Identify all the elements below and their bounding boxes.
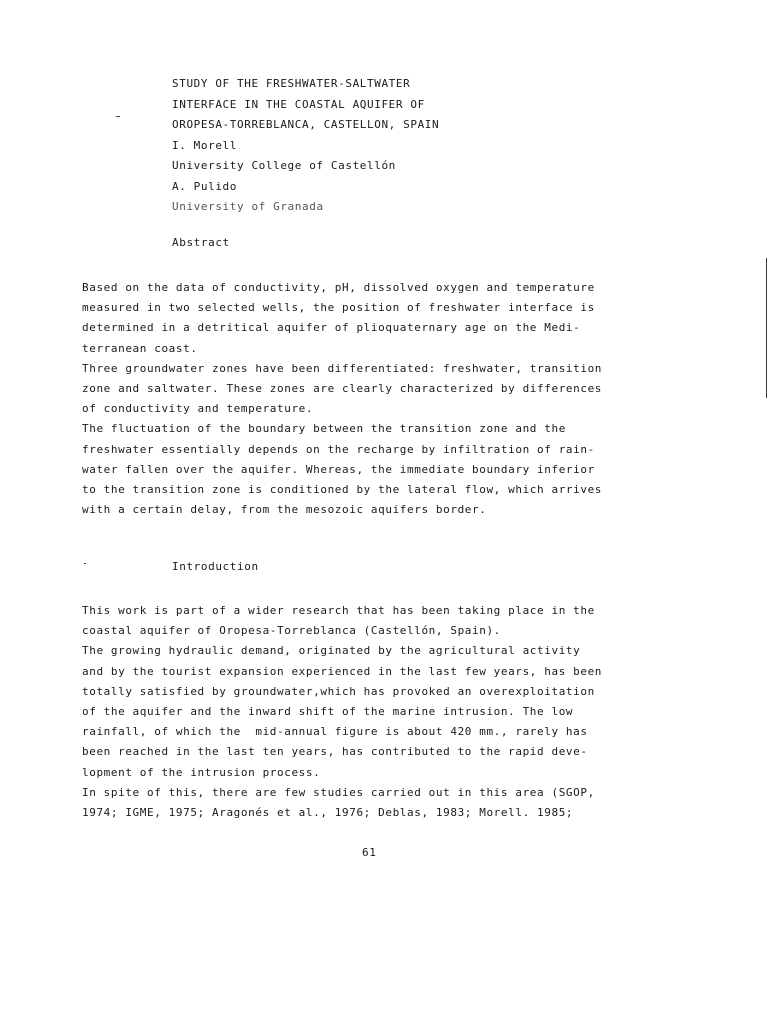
abstract-line: determined in a detritical aquifer of plioquaternary age on the Medi-: [82, 321, 581, 335]
abstract-line: measured in two selected wells, the position of freshwater interface is: [82, 301, 595, 315]
introduction-body: [82, 601, 682, 823]
introduction-line: In spite of this, there are few studies carried out in this area (SGOP,: [82, 785, 595, 799]
abstract-line: with a certain delay, from the mesozoic aquifers border.: [82, 503, 487, 517]
scan-edge-mark: [766, 258, 767, 398]
abstract-line: Three groundwater zones have been differentiated: freshwater, transition: [82, 361, 603, 375]
abstract-heading: Abstract: [172, 236, 230, 249]
title-block: [172, 74, 439, 218]
abstract-line: of conductivity and temperature.: [82, 402, 314, 416]
abstract-line: terranean coast.: [82, 341, 198, 355]
introduction-line: totally satisfied by groundwater,which has provoked an overexploitation: [82, 684, 595, 698]
introduction-line: been reached in the last ten years, has contributed to the rapid deve-: [82, 745, 588, 759]
introduction-line: and by the tourist expansion experienced in the last few years, has been: [82, 664, 603, 678]
introduction-line: The growing hydraulic demand, originated by the agricultural activity: [82, 644, 581, 658]
title-line: INTERFACE IN THE COASTAL AQUIFER OF: [172, 97, 425, 111]
introduction-line: coastal aquifer of Oropesa-Torreblanca (Castellón, Spain).: [82, 624, 501, 638]
author-affiliation: University of Granada: [172, 200, 324, 213]
page-number: 61: [362, 846, 377, 859]
introduction-line: of the aquifer and the inward shift of the marine intrusion. The low: [82, 704, 574, 718]
abstract-line: zone and saltwater. These zones are clearly characterized by differences: [82, 381, 603, 395]
margin-mark: [116, 116, 120, 117]
abstract-line: Based on the data of conductivity, pH, dissolved oxygen and temperature: [82, 281, 595, 294]
introduction-line: This work is part of a wider research that has been taking place in the: [82, 604, 595, 617]
abstract-line: freshwater essentially depends on the recharge by infiltration of rain-: [82, 442, 595, 456]
abstract-line: The fluctuation of the boundary between the transition zone and the: [82, 422, 566, 436]
abstract-line: to the transition zone is conditioned by the lateral flow, which arrives: [82, 482, 603, 496]
abstract-body: [82, 278, 682, 520]
introduction-line: 1974; IGME, 1975; Aragonés et al., 1976; Deblas, 1983; Morell. 1985;: [82, 805, 574, 819]
title-line: OROPESA-TORREBLANCA, CASTELLON, SPAIN: [172, 118, 440, 131]
author-name: I. Morell: [172, 138, 238, 152]
introduction-heading: Introduction: [172, 560, 259, 573]
introduction-line: lopment of the intrusion process.: [82, 765, 321, 779]
introduction-line: rainfall, of which the mid-annual figure is about 420 mm., rarely has: [82, 725, 588, 739]
author-affiliation: University College of Castellón: [172, 159, 396, 172]
abstract-line: water fallen over the aquifer. Whereas, the immediate boundary inferior: [82, 462, 595, 476]
title-line: STUDY OF THE FRESHWATER-SALTWATER: [172, 77, 411, 90]
author-name: A. Pulido: [172, 179, 238, 193]
margin-mark: [84, 563, 86, 564]
